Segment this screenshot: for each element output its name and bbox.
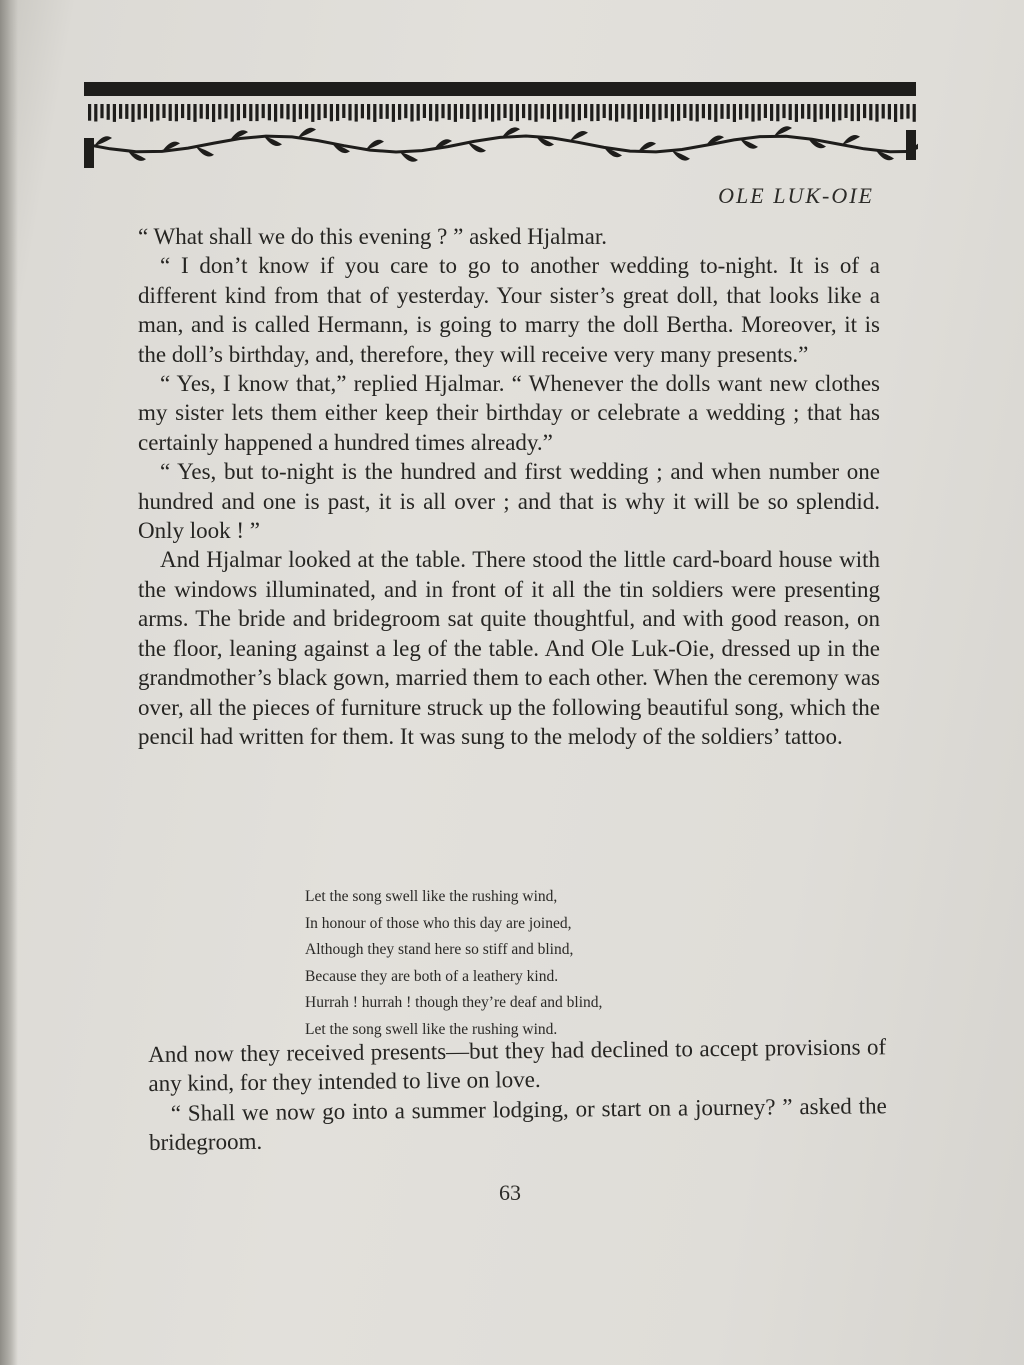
running-head: OLE LUK-OIE <box>718 183 874 208</box>
body-text-continued <box>148 1032 887 1157</box>
paragraph-2: “ I don’t know if you care to go to another wedding to-night. It is of a different kind from that of yesterday. Your sister’s great doll, that looks like a man, and is called Hermann, is going to marry the doll Bertha. Moreover, it is the doll’s birthday, and, therefore, they will receive very many presents.” <box>138 253 880 367</box>
verse-line: Because they are both of a leathery kind. <box>305 967 559 985</box>
verse-line: Hurrah ! hurrah ! though they’re deaf and blind, <box>305 994 603 1012</box>
paragraph-1: “ What shall we do this evening ? ” asked Hjalmar. <box>138 224 608 249</box>
paragraph-4: “ Yes, but to-night is the hundred and first wedding ; and when number one hundred and one is past, it is all over ; and that is why it will be so splendid. Only look ! ” <box>138 459 880 544</box>
paragraph-3: “ Yes, I know that,” replied Hjalmar. “ Whenever the dolls want new clothes my sister lets them either keep their birthday or celebrate a wedding ; that has certainly happened a hundred times already.” <box>138 371 880 455</box>
page-number: 63 <box>499 1180 521 1205</box>
verse-line: Although they stand here so stiff and blind, <box>305 941 574 959</box>
verse-line: In honour of those who this day are joined, <box>305 914 572 932</box>
page-spine-shadow <box>0 0 18 1365</box>
paragraph-7: “ Shall we now go into a summer lodging, or start on a journey? ” asked the bridegroom. <box>148 1093 887 1156</box>
song-verse <box>305 884 725 1044</box>
verse-line: Let the song swell like the rushing wind. <box>305 1020 558 1038</box>
vine-ornament-header <box>84 80 918 190</box>
verse-line: Let the song swell like the rushing wind, <box>305 888 558 905</box>
paragraph-6: And now they received presents—but they had declined to accept provisions of any kind, for they intended to live on love. <box>148 1034 887 1097</box>
body-text <box>138 222 880 751</box>
paragraph-5: And Hjalmar looked at the table. There stood the little card-board house with the windows illuminated, and in front of it all the tin soldiers were presenting arms. The bride and bridegroom sat quite thoughtful, and with good reason, on the floor, leaning against a leg of the table. And Ole Luk-Oie, dressed up in the grandmother’s black gown, married them to each other. When the ceremony was over, all the pieces of furniture struck up the following beautiful song, which the pencil had written for them. It was sung to the melody of the soldiers’ tattoo. <box>138 547 880 749</box>
